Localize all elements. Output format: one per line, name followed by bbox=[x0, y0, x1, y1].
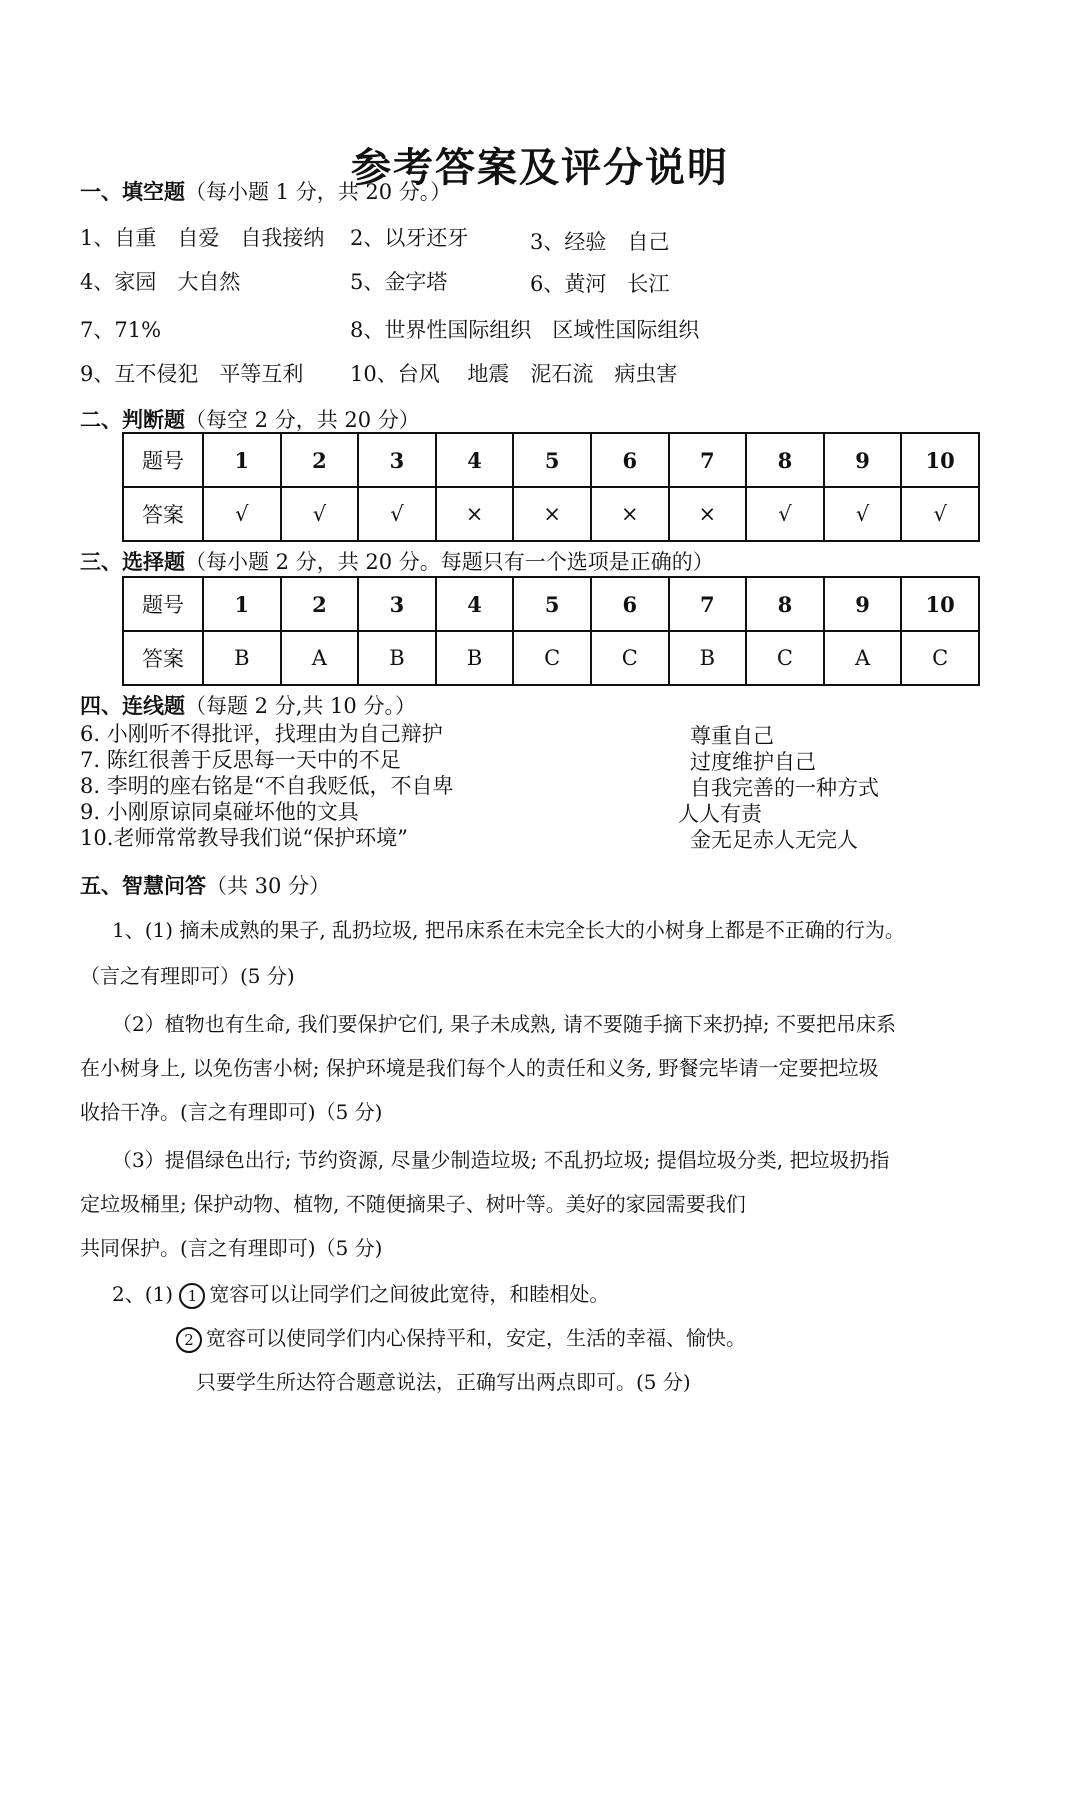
q2-prefix: 2、(1) bbox=[112, 1282, 174, 1306]
judgment-answer: × bbox=[513, 487, 591, 541]
q2-line2 bbox=[176, 1322, 746, 1353]
q1-part1-line1: 1、(1) 摘未成熟的果子, 乱扔垃圾, 把吊床系在未完全长大的小树身上都是不正确的行为。 bbox=[112, 918, 905, 942]
choice-answer: C bbox=[901, 631, 979, 685]
fill-answer-4: 4、家园 大自然 bbox=[80, 270, 241, 294]
choice-answer: A bbox=[824, 631, 902, 685]
choice-number: 1 bbox=[203, 577, 281, 631]
section2-heading: 二、判断题 bbox=[80, 407, 185, 432]
match-right-4: 人人有责 bbox=[678, 802, 762, 826]
choice-number: 8 bbox=[746, 577, 824, 631]
judgment-answer: √ bbox=[358, 487, 436, 541]
section2-header bbox=[80, 404, 420, 434]
table-row-answers bbox=[123, 487, 979, 541]
table-row-numbers bbox=[123, 433, 979, 487]
row-label-number: 题号 bbox=[123, 577, 203, 631]
choice-number: 9 bbox=[824, 577, 902, 631]
judgment-number: 2 bbox=[281, 433, 359, 487]
fill-answer-10: 10、台风 地震 泥石流 病虫害 bbox=[350, 362, 678, 386]
match-right-2: 过度维护自己 bbox=[690, 750, 816, 774]
q1-part2-line1: （2）植物也有生命, 我们要保护它们, 果子未成熟, 请不要随手摘下来扔掉; 不要把吊床系 bbox=[112, 1012, 896, 1036]
choice-answer: B bbox=[358, 631, 436, 685]
choice-answer-table bbox=[122, 576, 980, 686]
judgment-number: 8 bbox=[746, 433, 824, 487]
choice-answer: C bbox=[746, 631, 824, 685]
judgment-answer: × bbox=[436, 487, 514, 541]
circled-number-1: 1 bbox=[179, 1283, 205, 1309]
choice-answer: C bbox=[591, 631, 669, 685]
judgment-answer: × bbox=[591, 487, 669, 541]
choice-number: 10 bbox=[901, 577, 979, 631]
choice-answer: B bbox=[669, 631, 747, 685]
judgment-answer: √ bbox=[281, 487, 359, 541]
fill-answer-9: 9、互不侵犯 平等互利 bbox=[80, 362, 304, 386]
q1-part3-line3: 共同保护。(言之有理即可)（5 分) bbox=[80, 1236, 383, 1260]
choice-number: 2 bbox=[281, 577, 359, 631]
q1-part2-line3: 收拾干净。(言之有理即可)（5 分) bbox=[80, 1100, 383, 1124]
judgment-answer: √ bbox=[901, 487, 979, 541]
row-label-number: 题号 bbox=[123, 433, 203, 487]
match-left-8: 8. 李明的座右铭是“不自我贬低，不自卑 bbox=[80, 774, 454, 798]
q1-part3-line2: 定垃圾桶里; 保护动物、植物, 不随便摘果子、树叶等。美好的家园需要我们 bbox=[80, 1192, 746, 1216]
q1-part1-line2: （言之有理即可）(5 分) bbox=[80, 964, 295, 988]
choice-number: 3 bbox=[358, 577, 436, 631]
judgment-number: 3 bbox=[358, 433, 436, 487]
q1-part2-line2: 在小树身上, 以免伤害小树; 保护环境是我们每个人的责任和义务, 野餐完毕请一定要把垃圾 bbox=[80, 1056, 879, 1080]
section4-note: （每题 2 分,共 10 分。） bbox=[185, 694, 416, 718]
judgment-number: 1 bbox=[203, 433, 281, 487]
judgment-number: 10 bbox=[901, 433, 979, 487]
fill-answer-8: 8、世界性国际组织 区域性国际组织 bbox=[350, 318, 700, 342]
circled-number-2: 2 bbox=[176, 1327, 202, 1353]
q2-scoring-note: 只要学生所达符合题意说法，正确写出两点即可。(5 分) bbox=[196, 1370, 691, 1394]
q2-point1: 宽容可以让同学们之间彼此宽待，和睦相处。 bbox=[209, 1282, 610, 1306]
section4-heading: 四、连线题 bbox=[80, 693, 185, 718]
q2-point2: 宽容可以使同学们内心保持平和，安定，生活的幸福、愉快。 bbox=[206, 1326, 746, 1350]
choice-answer: B bbox=[436, 631, 514, 685]
match-left-9: 9. 小刚原谅同桌碰坏他的文具 bbox=[80, 800, 359, 824]
judgment-number: 7 bbox=[669, 433, 747, 487]
q2-line1 bbox=[112, 1278, 609, 1309]
section3-note: （每小题 2 分，共 20 分。每题只有一个选项是正确的） bbox=[185, 550, 714, 574]
match-right-3: 自我完善的一种方式 bbox=[690, 776, 879, 800]
choice-number: 4 bbox=[436, 577, 514, 631]
row-label-answer: 答案 bbox=[123, 631, 203, 685]
fill-answer-3: 3、经验 自己 bbox=[530, 230, 670, 254]
section5-note: （共 30 分） bbox=[206, 874, 331, 898]
page-title: 参考答案及评分说明 bbox=[351, 144, 729, 191]
fill-answer-6: 6、黄河 长江 bbox=[530, 272, 670, 296]
judgment-answer: √ bbox=[824, 487, 902, 541]
judgment-number: 5 bbox=[513, 433, 591, 487]
section1-heading: 一、填空题 bbox=[80, 179, 185, 204]
judgment-answer-table bbox=[122, 432, 980, 542]
match-left-6: 6. 小刚听不得批评，找理由为自己辩护 bbox=[80, 722, 443, 746]
choice-number: 5 bbox=[513, 577, 591, 631]
choice-answer: C bbox=[513, 631, 591, 685]
fill-answer-1: 1、自重 自爱 自我接纳 bbox=[80, 226, 325, 250]
section3-heading: 三、选择题 bbox=[80, 549, 185, 574]
match-left-10: 10.老师常常教导我们说“保护环境” bbox=[80, 826, 408, 850]
fill-answer-7: 7、71% bbox=[80, 318, 162, 342]
q1-part3-line1: （3）提倡绿色出行; 节约资源, 尽量少制造垃圾; 不乱扔垃圾; 提倡垃圾分类, 把垃圾扔指 bbox=[112, 1148, 890, 1172]
table-row-answers bbox=[123, 631, 979, 685]
match-right-1: 尊重自己 bbox=[690, 724, 774, 748]
fill-answer-5: 5、金字塔 bbox=[350, 270, 448, 294]
choice-number: 7 bbox=[669, 577, 747, 631]
section5-header bbox=[80, 870, 330, 900]
judgment-answer: √ bbox=[203, 487, 281, 541]
choice-answer: B bbox=[203, 631, 281, 685]
section3-header bbox=[80, 546, 714, 576]
judgment-answer: × bbox=[669, 487, 747, 541]
section1-header bbox=[80, 176, 451, 206]
match-right-5: 金无足赤人无完人 bbox=[690, 828, 858, 852]
section5-heading: 五、智慧问答 bbox=[80, 873, 206, 898]
match-left-7: 7. 陈红很善于反思每一天中的不足 bbox=[80, 748, 401, 772]
fill-answer-2: 2、以牙还牙 bbox=[350, 226, 469, 250]
row-label-answer: 答案 bbox=[123, 487, 203, 541]
section2-note: （每空 2 分，共 20 分） bbox=[185, 408, 420, 432]
choice-number: 6 bbox=[591, 577, 669, 631]
judgment-answer: √ bbox=[746, 487, 824, 541]
table-row-numbers bbox=[123, 577, 979, 631]
judgment-number: 4 bbox=[436, 433, 514, 487]
judgment-number: 6 bbox=[591, 433, 669, 487]
choice-answer: A bbox=[281, 631, 359, 685]
section4-header bbox=[80, 690, 416, 720]
judgment-number: 9 bbox=[824, 433, 902, 487]
section1-note: （每小题 1 分，共 20 分。） bbox=[185, 180, 452, 204]
